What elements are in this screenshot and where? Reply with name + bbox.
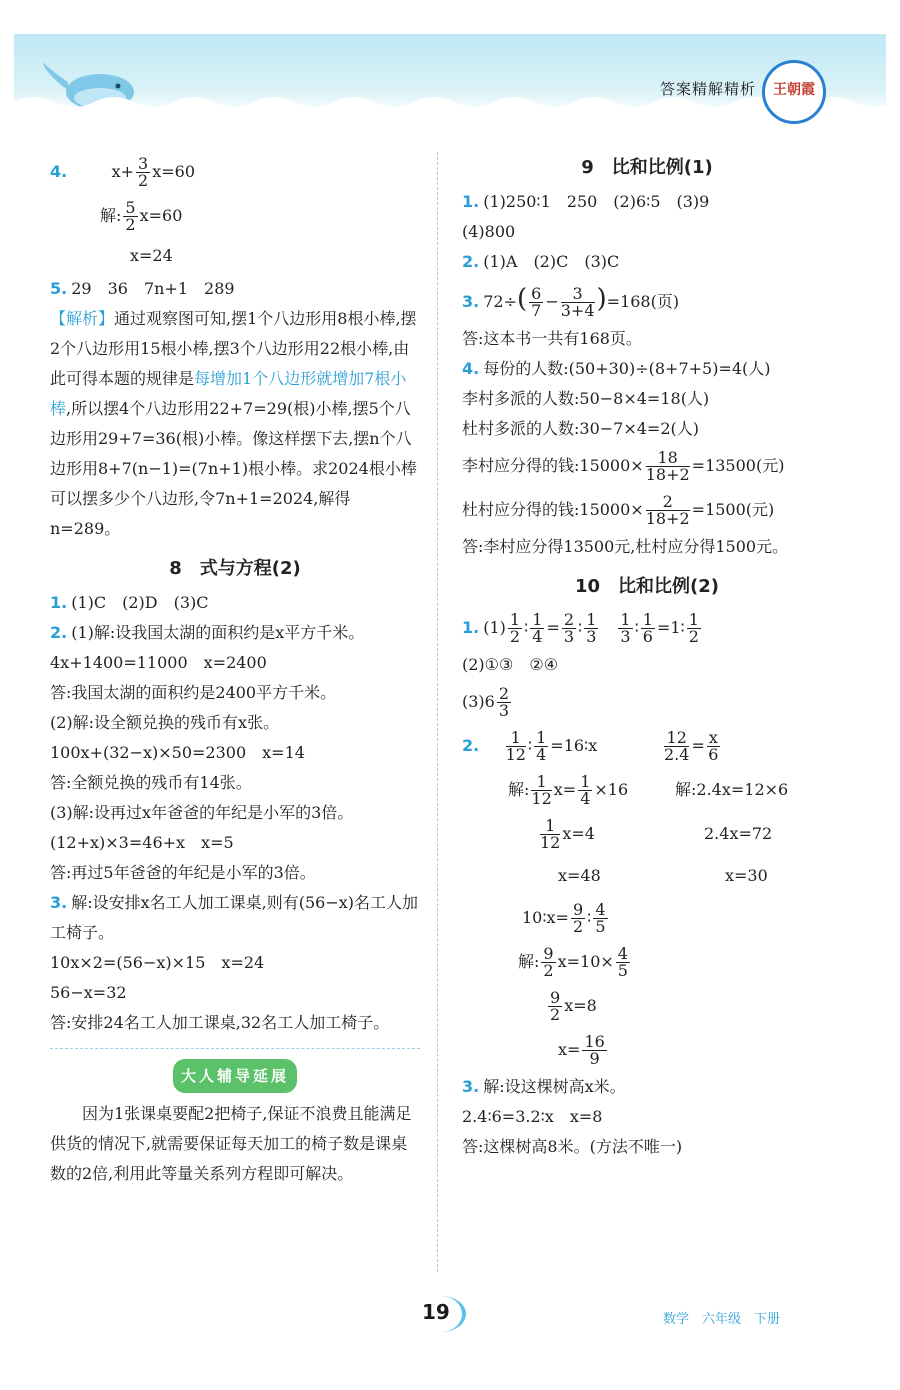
s10-q2-c4: x= $\frac{16}{9}$: [558, 1032, 605, 1068]
s8-q2: 2. (1)解:设我国太湖的面积约是x平方千米。 4x+1400=11000 x=2400 答:我国太湖的面积约是2400平方千米。 (2)解:设全额兑换的残币有x张。 100x+(32−x)×50=2300 x=14 答:全额兑换的残币有14张。 (3)解:设再过x年爸爸的年纪是小军的3倍。 (12+x)×3=46+x x=5 答:再过5年爸爸的年纪是小军的3倍。: [50, 623, 365, 882]
s8-q3: 3. 解:设安排x名工人加工课桌,则有(56−x)名工人加工椅子。 10x×2=(56−x)×15 x=24 56−x=32 答:安排24名工人加工课桌,32名工人加工椅子。: [50, 893, 418, 1032]
section-9-title: 9 比和比例(1): [581, 157, 713, 178]
extension-divider: [50, 1048, 420, 1049]
right-column: [462, 143, 832, 1162]
page-header: [14, 34, 886, 114]
fraction: $\frac{3}{2}$: [138, 154, 149, 190]
column-divider: [437, 152, 438, 1272]
s10-q2-row2: 解: $\frac{1}{12}$ x= $\frac{1}{4}$ ×16 解:2.4x=12×6: [508, 772, 789, 808]
section-8-title: 8 式与方程(2): [169, 558, 301, 579]
footer-info: 数学 六年级 下册: [663, 1312, 781, 1327]
s9-q4: 4. 每份的人数:(50+30)÷(8+7+5)=4(人) 李村多派的人数:50−8×4=18(人) 杜村多派的人数:30−7×4=2(人) 李村应分得的钱:15000× $\frac{18}{18+2}$ =13500(元) 杜村应分得的钱:15000× $\frac{2}{18+2}$ =1500(元) 答:李村应分得13500元,杜村应分得1500元。: [462, 359, 789, 556]
s10-q1-part2: (2)①③ ②④: [462, 655, 559, 674]
page-number: 19: [422, 1300, 450, 1324]
extension-title: 大人辅导延展: [50, 1059, 420, 1093]
left-q4-answer: x=24: [130, 246, 173, 265]
extension-text: 因为1张课桌要配2把椅子,保证不浪费且能满足供货的情况下,就需要保证每天加工的椅子数是课桌数的2倍,利用此等量关系列方程即可解决。: [50, 1104, 412, 1183]
brand-logo: 王朝霞: [762, 60, 826, 124]
section-10-title: 10 比和比例(2): [574, 576, 720, 597]
left-q5-analysis: 【解析】通过观察图可知,摆1个八边形用8根小棒,摆2个八边形用15根小棒,摆3个八边形用22根小棒,由此可得本题的规律是每增加1个八边形就增加7根小棒,所以摆4个八边形用22+7=29(根)小棒,摆5个八边形用29+7=36(根)小棒。像这样摆下去,摆n个八边形用8+7(n−1)=(7n+1)根小棒。求2024根小棒可以摆多少个八边形,令7n+1=2024,解得n=289。: [50, 309, 417, 538]
s10-q1: 1. (1) $\frac{1}{2}$ ∶ $\frac{1}{4}$ = $\frac{2}{3}$ ∶ $\frac{1}{3}$ $\frac{1}{3}$ ∶ $\frac{1}{6}$ =1∶ $\frac{1}{2}$: [462, 610, 699, 646]
header-title: 答案精解精析: [659, 80, 756, 98]
s10-q2-row3: $\frac{1}{12}$ x=4 2.4x=72: [540, 816, 773, 852]
s9-q3: 3. 72÷( $\frac{6}{7}$ − $\frac{3}{3+4}$ )=168(页): [462, 284, 680, 320]
left-q5-answer: 5. 29 36 7n+1 289: [50, 279, 235, 298]
left-q4-equation: 4. x+ $\frac{3}{2}$ x=60: [50, 154, 195, 190]
left-column: [50, 150, 420, 1189]
s10-q2-c1: 10∶x= $\frac{9}{2}$ ∶ $\frac{4}{5}$: [522, 900, 606, 936]
s9-q2: 2. (1)A (2)C (3)C: [462, 252, 620, 271]
s10-q2-row4: x=48 x=30: [558, 866, 768, 885]
s10-q3: 3. 解:设这棵树高x米。 2.4∶6=3.2∶x x=8 答:这棵树高8米。(方法不唯一): [462, 1077, 683, 1156]
s8-q1: 1. (1)C (2)D (3)C: [50, 593, 209, 612]
s9-q1: 1. (1)250∶1 250 (2)6∶5 (3)9 (4)800: [462, 192, 710, 241]
left-q4-solution: 解: $\frac{5}{2}$ x=60: [100, 198, 183, 234]
s10-q2-row1: 2. $\frac{1}{12}$ ∶ $\frac{1}{4}$ =16∶x $\frac{12}{2.4}$ = $\frac{x}{6}$: [462, 728, 719, 764]
s9-q3-answer: 答:这本书一共有168页。: [462, 329, 642, 348]
s10-q2-c2: 解: $\frac{9}{2}$ x=10× $\frac{4}{5}$: [518, 944, 628, 980]
s10-q2-c3: $\frac{9}{2}$ x=8: [550, 988, 597, 1024]
s10-q1-part3: (3)6 $\frac{2}{3}$: [462, 684, 510, 720]
